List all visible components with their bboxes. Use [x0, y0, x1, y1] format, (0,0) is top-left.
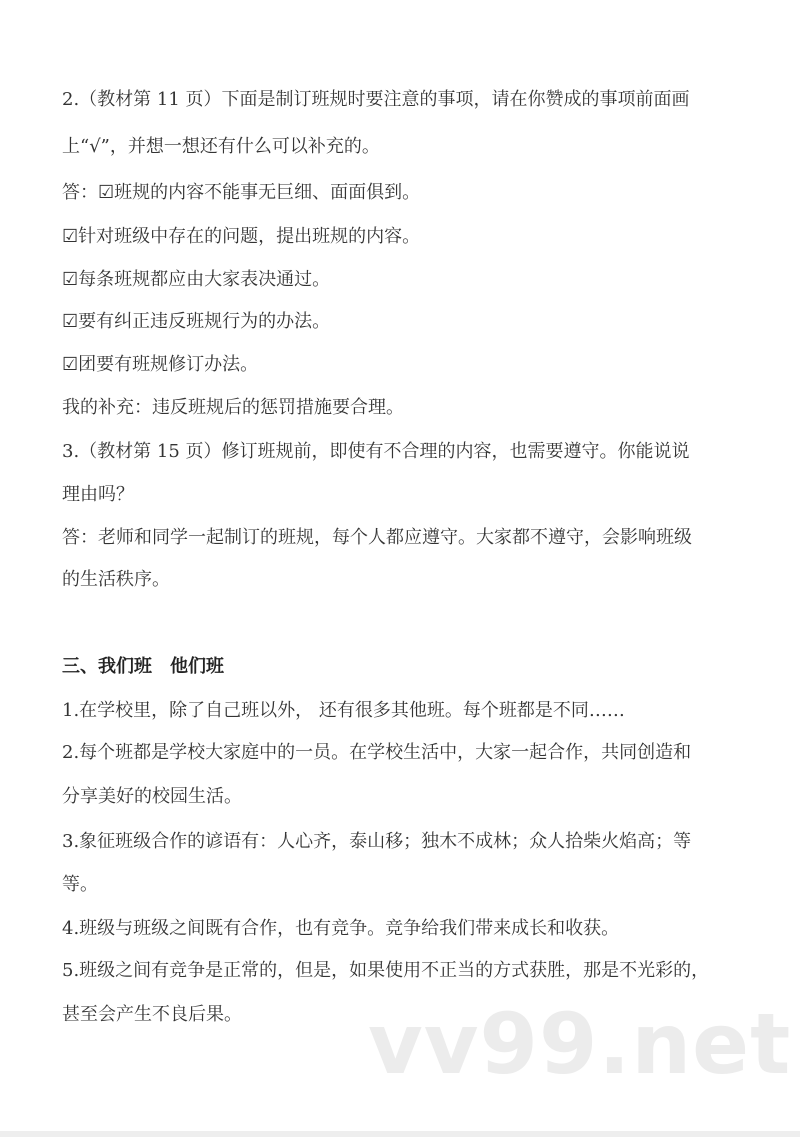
section-heading: 三、我们班 他们班	[62, 656, 224, 677]
answer-line: 答：☑班规的内容不能事无巨细、面面俱到。	[62, 182, 421, 203]
section-line: 5.班级之间有竞争是正常的，但是，如果使用不正当的方式获胜，那是不光彩的，	[62, 960, 710, 981]
answer-line: ☑要有纠正违反班规行为的办法。	[62, 311, 331, 332]
question-text: 3.（教材第 15 页）修订班规前，即使有不合理的内容，也需要遵守。你能说说	[62, 441, 690, 462]
answer-line: 答：老师和同学一起制订的班规，每个人都应遵守。大家都不遵守，会影响班级	[62, 527, 692, 548]
question-text: 理由吗？	[62, 484, 134, 505]
answer-line: ☑每条班规都应由大家表决通过。	[62, 269, 331, 290]
section-line: 等。	[62, 874, 98, 895]
section-line: 分享美好的校园生活。	[62, 786, 242, 807]
section-line: 3.象征班级合作的谚语有：人心齐，泰山移；独木不成林；众人拾柴火焰高；等	[62, 831, 692, 852]
answer-line: 我的补充：违反班规后的惩罚措施要合理。	[62, 397, 404, 418]
question-text: 上“√”，并想一想还有什么可以补充的。	[62, 136, 380, 157]
answer-line: 的生活秩序。	[62, 569, 170, 590]
page-bottom-edge	[0, 1131, 800, 1137]
question-text: 2.（教材第 11 页）下面是制订班规时要注意的事项，请在你赞成的事项前面画	[62, 89, 690, 110]
watermark: vv99.net	[368, 995, 792, 1093]
section-line: 甚至会产生不良后果。	[62, 1004, 242, 1025]
section-line: 2.每个班都是学校大家庭中的一员。在学校生活中，大家一起合作，共同创造和	[62, 742, 692, 763]
section-line: 4.班级与班级之间既有合作，也有竞争。竞争给我们带来成长和收获。	[62, 918, 620, 939]
section-line: 1.在学校里，除了自己班以外， 还有很多其他班。每个班都是不同……	[62, 700, 625, 721]
answer-line: ☑针对班级中存在的问题，提出班规的内容。	[62, 226, 421, 247]
answer-line: ☑团要有班规修订办法。	[62, 354, 259, 375]
